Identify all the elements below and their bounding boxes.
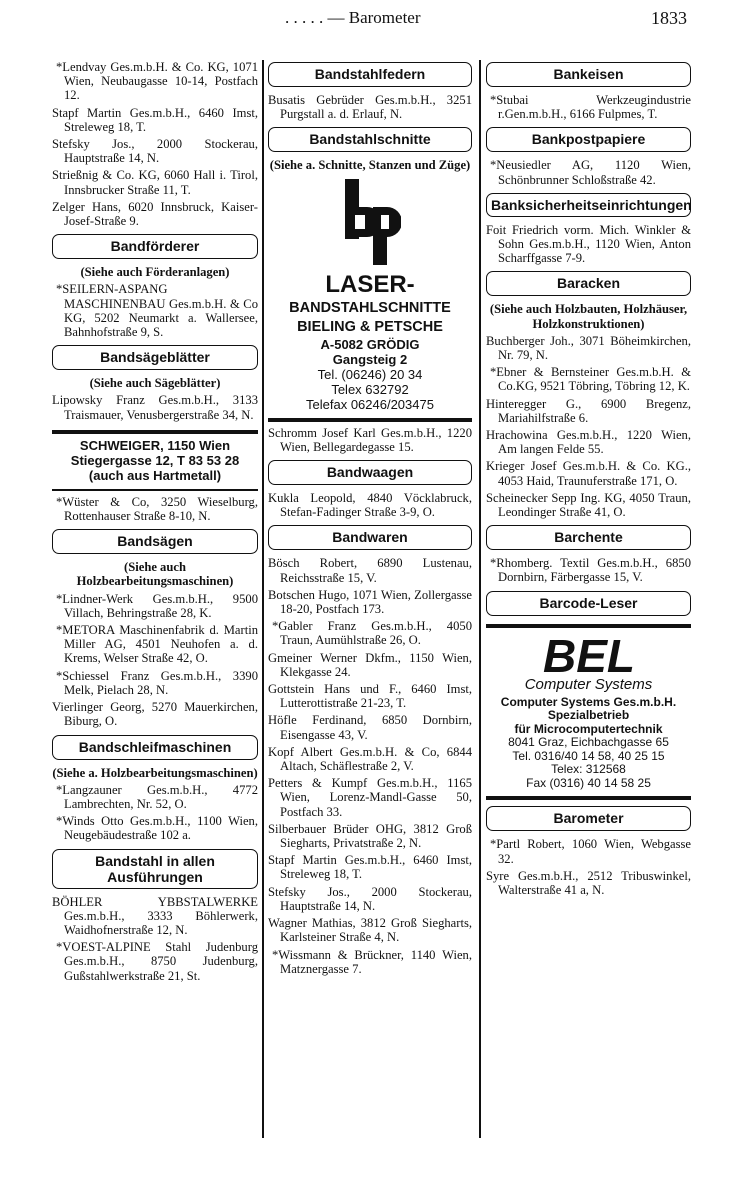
- column-right: [486, 60, 691, 900]
- listing-stapf-2: Stapf Martin Ges.m.b.H., 6460 Imst, Streleweg 18, T.: [268, 853, 472, 882]
- heading-baracken: Baracken: [486, 271, 691, 296]
- ad-bel-computer-systems: [486, 696, 691, 791]
- listing-stefsky: Stefsky Jos., 2000 Stockerau, Hauptstraße 14, N.: [52, 137, 258, 166]
- heading-bankpostpapiere: Bankpostpapiere: [486, 127, 691, 152]
- heading-bandschleifmaschinen: Bandschleifmaschinen: [52, 735, 258, 760]
- listing-foit: Foit Friedrich vorm. Mich. Winkler & Sohn Ges.m.b.H., 1120 Wien, Anton Scharffgasse 7-9.: [486, 222, 691, 266]
- ad-laser-city: A-5082 GRÖDIG: [320, 336, 420, 352]
- listing-gabler: *Gabler Franz Ges.m.b.H., 4050 Traun, Aumühlstraße 26, O.: [272, 619, 472, 648]
- bel-logo-icon: [533, 632, 645, 678]
- ad-divider: [52, 430, 258, 434]
- listing-hoefle: Höfle Ferdinand, 6850 Dornbirn, Eisengasse 43, V.: [268, 713, 472, 742]
- ad-laser-phone: Tel. (06246) 20 34: [317, 366, 423, 382]
- running-header-title: . . . . . — Barometer: [285, 8, 421, 27]
- listing-krieger: Krieger Josef Ges.m.b.H. & Co. KG., 4053 Haid, Traunuferstraße 171, O.: [486, 459, 691, 488]
- listing-seilern-aspang: *SEILERN-ASPANG MASCHINENBAU Ges.m.b.H. & Co KG, 5202 Neumarkt a. Wallersee, Bahnhofstraße 9, S.: [56, 282, 258, 340]
- ad-bel-phone: Tel. 0316/40 14 58, 40 25 15: [512, 748, 665, 763]
- heading-bandwaagen: Bandwaagen: [268, 460, 472, 485]
- listing-partl: *Partl Robert, 1060 Wien, Webgasse 32.: [490, 837, 691, 866]
- listing-lipowsky: Lipowsky Franz Ges.m.b.H., 3133 Traismauer, Venusbergerstraße 34, N.: [52, 393, 258, 422]
- listing-vierlinger: Vierlinger Georg, 5270 Mauerkirchen, Biburg, O.: [52, 700, 258, 729]
- listing-silberbauer: Silberbauer Brüder OHG, 3812 Groß Siegharts, Privatstraße 2, N.: [268, 821, 472, 851]
- listing-hrachowina: Hrachowina Ges.m.b.H., 1220 Wien, Am langen Felde 55.: [486, 428, 691, 457]
- heading-barometer: Barometer: [486, 806, 691, 831]
- listing-kopf: Kopf Albert Ges.m.b.H. & Co, 6844 Altach, Schäflestraße 2, V.: [268, 744, 472, 774]
- ad-laser-street: Gangsteig 2: [332, 351, 408, 367]
- ad-bel-company: Computer Systems Ges.m.b.H.: [500, 694, 677, 709]
- note-bandschleifmaschinen: (Siehe a. Holzbearbeitungsmaschinen): [52, 765, 258, 780]
- column-divider-1: [262, 60, 264, 1138]
- bel-logo-text: BEL: [542, 631, 635, 678]
- listing-scheinecker: Scheinecker Sepp Ing. KG, 4050 Traun, Leondinger Straße 41, O.: [486, 490, 691, 520]
- listing-stubai: *Stubai Werkzeugindustrie r.Gen.m.b.H., 6166 Fulpmes, T.: [490, 93, 691, 122]
- heading-bandfoerderer: Bandförderer: [52, 234, 258, 259]
- note-bandfoerderer: (Siehe auch Förderanlagen): [80, 265, 230, 280]
- ad-divider-bottom: [52, 489, 258, 491]
- ad-schweiger-line-3: (auch aus Hartmetall): [88, 467, 222, 483]
- listing-hinteregger: Hinteregger G., 6900 Bregenz, Mariahilfstraße 6.: [486, 396, 691, 425]
- listing-boehler: BÖHLER YBBSTALWERKE Ges.m.b.H., 3333 Böhlerwerk, Waidhofnerstraße 12, N.: [52, 894, 258, 937]
- listing-langzauner: *Langzauner Ges.m.b.H., 4772 Lambrechten, Nr. 52, O.: [56, 782, 258, 811]
- listing-petters-kumpf: Petters & Kumpf Ges.m.b.H., 1165 Wien, Lorenz-Mandl-Gasse 50, Postfach 33.: [268, 776, 472, 819]
- ad-laser-telex: Telex 632792: [331, 381, 409, 397]
- ad-schweiger-line-1: SCHWEIGER, 1150 Wien: [79, 437, 231, 453]
- listing-neusiedler: *Neusiedler AG, 1120 Wien, Schönbrunner Schloßstraße 42.: [490, 158, 691, 187]
- heading-banksicherheitseinrichtungen: Banksicherheitseinrichtungen: [486, 193, 691, 217]
- listing-syre: Syre Ges.m.b.H., 2512 Tribuswinkel, Walterstraße 41 a, N.: [486, 868, 691, 897]
- listing-stefsky-2: Stefsky Jos., 2000 Stockerau, Hauptstraße 14, N.: [268, 884, 472, 913]
- ad-laser-fax: Telefax 06246/203475: [306, 396, 434, 412]
- listing-wissmann: *Wissmann & Brückner, 1140 Wien, Matznergasse 7.: [272, 947, 472, 976]
- ad-bieling-petsche: [268, 271, 472, 412]
- listing-boesch: Bösch Robert, 6890 Lustenau, Reichsstraße 15, V.: [268, 556, 472, 585]
- ad-divider-bel: [486, 624, 691, 628]
- listing-schiessel: *Schiessel Franz Ges.m.b.H., 3390 Melk, Pielach 28, N.: [56, 668, 258, 697]
- listing-buchberger: Buchberger Joh., 3071 Böheimkirchen, Nr. 79, N.: [486, 333, 691, 363]
- listing-wuester: *Wüster & Co, 3250 Wieselburg, Rottenhauser Straße 8-10, N.: [56, 494, 258, 524]
- listing-gottstein: Gottstein Hans und F., 6460 Imst, Lutterottistraße 21-23, T.: [268, 682, 472, 711]
- listing-zelger: Zelger Hans, 6020 Innsbruck, Kaiser-Josef-Straße 9.: [52, 199, 258, 229]
- ad-laser-title: LASER-: [325, 270, 415, 298]
- heading-bankeisen: Bankeisen: [486, 62, 691, 87]
- heading-bandstahl-ausfuehrungen: Bandstahl in allen Ausführungen: [52, 849, 258, 889]
- heading-bandwaren: Bandwaren: [268, 525, 472, 550]
- heading-barcode-leser: Barcode-Leser: [486, 591, 691, 616]
- ad-divider-laser: [268, 418, 472, 422]
- column-middle: [268, 60, 472, 979]
- ad-bel-field: für Microcomputertechnik: [514, 721, 663, 736]
- column-left: [52, 60, 258, 986]
- page-number: 1833: [651, 8, 687, 28]
- ad-bel-fax: Fax (0316) 40 14 58 25: [526, 775, 651, 790]
- listing-lindner-werk: *Lindner-Werk Ges.m.b.H., 9500 Villach, Behringstraße 28, K.: [56, 591, 258, 620]
- ad-bel-specialty: Spezialbetrieb: [547, 708, 630, 723]
- listing-busatis: Busatis Gebrüder Ges.m.b.H., 3251 Purgstall a. d. Erlauf, N.: [268, 93, 472, 122]
- note-bandstahlschnitte: (Siehe a. Schnitte, Stanzen und Züge): [269, 158, 471, 173]
- note-baracken: (Siehe auch Holzbauten, Holzhäuser, Holzkonstruktionen): [489, 302, 688, 331]
- listing-rhomberg: *Rhomberg. Textil Ges.m.b.H., 6850 Dornbirn, Färbergasse 15, V.: [490, 556, 691, 585]
- listing-ebner-bernsteiner: *Ebner & Bernsteiner Ges.m.b.H. & Co.KG, 9521 Töbring, Töbring 12, K.: [490, 365, 691, 394]
- note-bandsaegeblaetter: (Siehe auch Sägeblätter): [89, 376, 221, 391]
- listing-winds: *Winds Otto Ges.m.b.H., 1100 Wien, Neugebäudestraße 102 a.: [56, 814, 258, 843]
- listing-stapf: Stapf Martin Ges.m.b.H., 6460 Imst, Streleweg 18, T.: [52, 105, 258, 134]
- listing-kukla: Kukla Leopold, 4840 Vöcklabruck, Stefan-Fadinger Straße 3-9, O.: [268, 491, 472, 520]
- heading-bandsaegeblaetter: Bandsägeblätter: [52, 345, 258, 370]
- bp-logo-icon: [339, 177, 401, 267]
- listing-metora: *METORA Maschinenfabrik d. Martin Miller AG, 4501 Neuhofen a. d. Krems, Welser Straße 42, O.: [56, 623, 258, 666]
- listing-gmeiner: Gmeiner Werner Dkfm., 1150 Wien, Klekgasse 24.: [268, 650, 472, 679]
- ad-schweiger: [52, 438, 258, 483]
- listing-wagner: Wagner Mathias, 3812 Groß Siegharts, Karlsteiner Straße 4, N.: [268, 916, 472, 945]
- listing-lendvay: *Lendvay Ges.m.b.H. & Co. KG, 1071 Wien, Neubaugasse 10-14, Postfach 12.: [56, 60, 258, 103]
- listing-schromm: Schromm Josef Karl Ges.m.b.H., 1220 Wien, Bellegardegasse 15.: [268, 425, 472, 454]
- column-divider-2: [479, 60, 481, 1138]
- ad-bel-address: 8041 Graz, Eichbachgasse 65: [508, 735, 669, 750]
- ad-bel-telex: Telex: 312568: [551, 762, 626, 777]
- heading-barchente: Barchente: [486, 525, 691, 550]
- ad-divider-bel-bottom: [486, 796, 691, 800]
- note-bandsaegen: (Siehe auch Holzbearbeitungsmaschinen): [76, 560, 234, 589]
- heading-bandstahlschnitte: Bandstahlschnitte: [268, 127, 472, 152]
- bel-logo-caption: Computer Systems: [524, 675, 653, 693]
- heading-bandstahlfedern: Bandstahlfedern: [268, 62, 472, 87]
- ad-laser-company: BIELING & PETSCHE: [297, 318, 443, 335]
- ad-laser-subtitle: BANDSTAHLSCHNITTE: [289, 299, 451, 316]
- listing-voest-alpine: *VOEST-ALPINE Stahl Judenburg Ges.m.b.H., 8750 Judenburg, Gußstahlwerkstraße 21, St.: [56, 940, 258, 983]
- heading-bandsaegen: Bandsägen: [52, 529, 258, 554]
- listing-striessnig: Strießnig & Co. KG, 6060 Hall i. Tirol, Innsbrucker Straße 11, T.: [52, 168, 258, 197]
- ad-schweiger-line-2: Stiegergasse 12, T 83 53 28: [70, 452, 240, 468]
- listing-botschen: Botschen Hugo, 1071 Wien, Zollergasse 18-20, Postfach 173.: [268, 587, 472, 617]
